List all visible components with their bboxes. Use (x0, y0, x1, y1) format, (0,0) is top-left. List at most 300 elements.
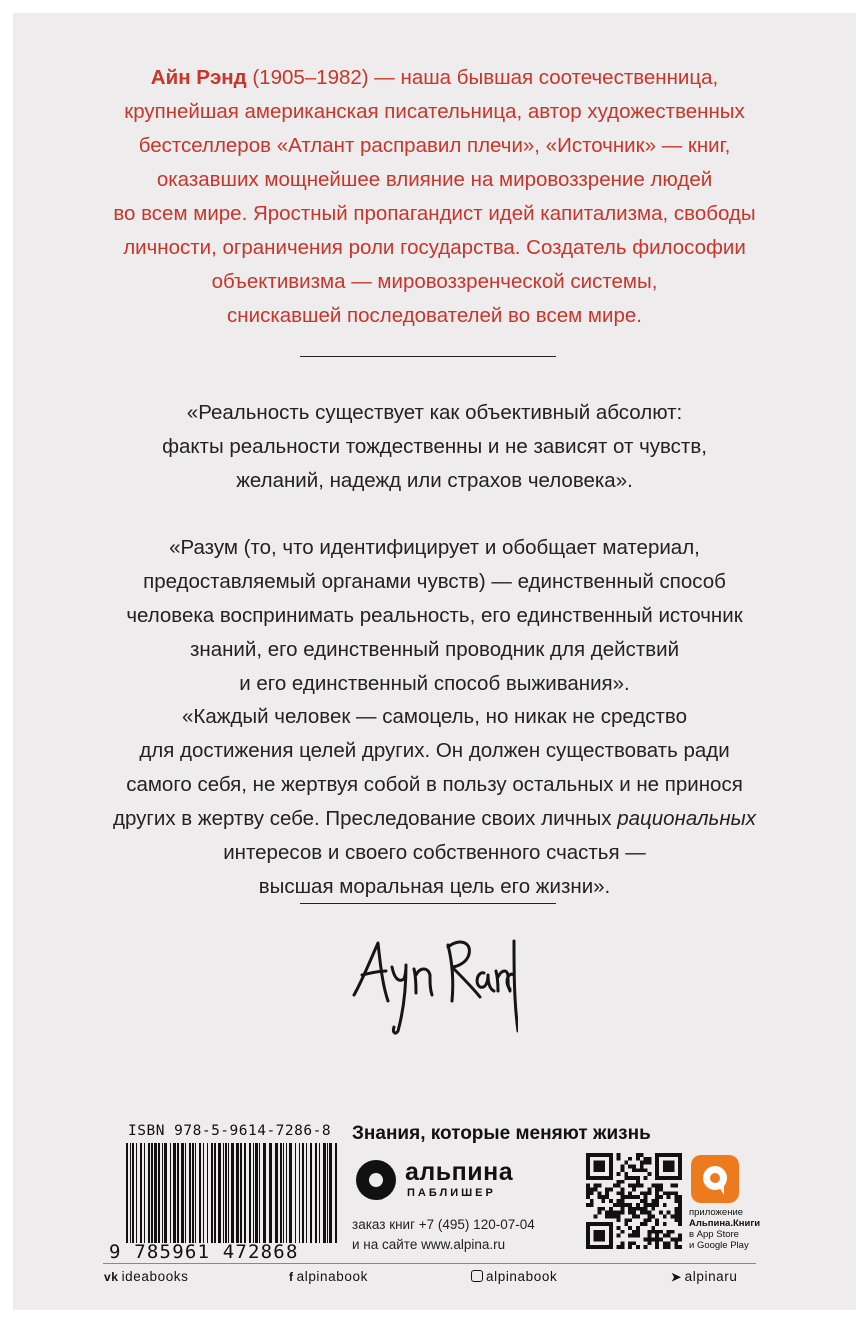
qr-module (667, 1176, 671, 1180)
barcode-bar (181, 1143, 184, 1243)
qr-module (598, 1153, 602, 1157)
qr-module (670, 1230, 674, 1234)
social-label: alpinaru (684, 1269, 738, 1284)
qr-module (670, 1237, 674, 1241)
divider (300, 903, 556, 904)
qr-module (621, 1211, 625, 1215)
qr-module (601, 1153, 605, 1157)
app-line: и Google Play (689, 1240, 749, 1251)
qr-module (594, 1237, 598, 1241)
qr-module (636, 1214, 640, 1218)
qr-module (624, 1222, 628, 1226)
qr-module (640, 1153, 644, 1157)
barcode-bar (170, 1143, 171, 1243)
qr-module (632, 1230, 636, 1234)
qr-module (655, 1161, 659, 1165)
qr-module (609, 1211, 613, 1215)
barcode-bar (199, 1143, 201, 1243)
qr-module (678, 1172, 682, 1176)
qr-module (601, 1234, 605, 1238)
qr-module (655, 1184, 659, 1188)
quote-line: «Разум (то, что идентифицирует и обобщает материал, (169, 536, 700, 559)
qr-module (609, 1241, 613, 1245)
qr-module (601, 1165, 605, 1169)
qr-module (655, 1199, 659, 1203)
barcode-bar (286, 1143, 287, 1243)
qr-module (651, 1184, 655, 1188)
barcode-bar (189, 1143, 191, 1243)
qr-module (598, 1230, 602, 1234)
qr-module (678, 1237, 682, 1241)
qr-module (586, 1191, 590, 1195)
qr-module (628, 1211, 632, 1215)
qr-module (609, 1153, 613, 1157)
qr-module (678, 1176, 682, 1180)
bio-line: оказавших мощнейшее влияние на мировоззрение людей (156, 168, 713, 191)
qr-module (609, 1168, 613, 1172)
qr-module (647, 1157, 651, 1161)
qr-module (586, 1245, 590, 1249)
qr-module (674, 1241, 678, 1245)
qr-module (674, 1237, 678, 1241)
qr-module (605, 1191, 609, 1195)
qr-module (647, 1234, 651, 1238)
qr-module (617, 1153, 621, 1157)
qr-module (628, 1203, 632, 1207)
social-label: alpinabook (486, 1269, 558, 1284)
qr-module (644, 1237, 648, 1241)
qr-module (632, 1176, 636, 1180)
qr-module (678, 1161, 682, 1165)
qr-module (628, 1157, 632, 1161)
barcode-bar (211, 1143, 213, 1243)
qr-module (628, 1241, 632, 1245)
qr-module (655, 1195, 659, 1199)
telegram-icon: ➤ (671, 1270, 682, 1284)
barcode-digits: 9 785961 472868 (109, 1241, 299, 1263)
qr-module (678, 1153, 682, 1157)
qr-module (586, 1165, 590, 1169)
qr-module (601, 1207, 605, 1211)
qr-module (613, 1184, 617, 1188)
barcode-bar (315, 1143, 317, 1243)
qr-module (644, 1211, 648, 1215)
qr-module (644, 1195, 648, 1199)
qr-module (670, 1176, 674, 1180)
qr-module (674, 1207, 678, 1211)
barcode-bar (299, 1143, 300, 1243)
qr-module (651, 1203, 655, 1207)
qr-module (636, 1184, 640, 1188)
qr-module (609, 1245, 613, 1249)
qr-module (663, 1241, 667, 1245)
qr-module (644, 1222, 648, 1226)
barcode-bar (144, 1143, 145, 1243)
qr-module (636, 1203, 640, 1207)
qr-module (617, 1191, 621, 1195)
barcode-bar (195, 1143, 196, 1243)
qr-module (647, 1172, 651, 1176)
qr-module (670, 1168, 674, 1172)
qr-module (594, 1168, 598, 1172)
qr-module (655, 1188, 659, 1192)
qr-module (586, 1176, 590, 1180)
qr-module (598, 1191, 602, 1195)
barcode-bar (249, 1143, 251, 1243)
qr-module (663, 1222, 667, 1226)
barcode-bar (148, 1143, 150, 1243)
alpina-a-logo-icon (352, 1156, 400, 1204)
qr-module (644, 1245, 648, 1249)
barcode-bar (214, 1143, 216, 1243)
qr-module (678, 1165, 682, 1169)
bio-line: объективизма — мировоззренческой системы, (211, 270, 658, 293)
qr-module (624, 1172, 628, 1176)
barcode-bar (335, 1143, 337, 1243)
social-label: ideabooks (121, 1269, 189, 1284)
qr-module (644, 1161, 648, 1165)
qr-module (632, 1214, 636, 1218)
qr-module (617, 1180, 621, 1184)
qr-module (636, 1157, 640, 1161)
qr-module (647, 1203, 651, 1207)
app-a-logo-icon (691, 1155, 739, 1203)
qr-module (609, 1172, 613, 1176)
barcode-bar (130, 1143, 131, 1243)
social-facebook[interactable] (289, 1269, 368, 1284)
qr-module (609, 1207, 613, 1211)
barcode-bar (302, 1143, 304, 1243)
barcode-bar (223, 1143, 224, 1243)
qr-module (632, 1234, 636, 1238)
book-back-cover (13, 13, 856, 1310)
qr-module (621, 1195, 625, 1199)
qr-module (601, 1176, 605, 1180)
qr-module (609, 1165, 613, 1169)
barcode-bar (323, 1143, 326, 1243)
qr-module (594, 1165, 598, 1169)
bio-line: (1905–1982) — наша бывшая соотечественница, (246, 66, 719, 89)
qr-module (628, 1165, 632, 1169)
qr-module (605, 1176, 609, 1180)
qr-module (621, 1203, 625, 1207)
qr-module (609, 1199, 613, 1203)
qr-module (621, 1245, 625, 1249)
qr-module (640, 1168, 644, 1172)
app-promo (689, 1207, 769, 1251)
qr-module (647, 1230, 651, 1234)
quote-line: желаний, надежд или страхов человека». (236, 469, 633, 492)
qr-module (632, 1188, 636, 1192)
qr-module (651, 1237, 655, 1241)
barcode-bar (306, 1143, 307, 1243)
qr-module (605, 1188, 609, 1192)
qr-module (667, 1241, 671, 1245)
qr-module (594, 1188, 598, 1192)
barcode-bar (126, 1143, 128, 1243)
qr-module (667, 1168, 671, 1172)
qr-module (613, 1214, 617, 1218)
qr-module (678, 1203, 682, 1207)
qr-module (659, 1176, 663, 1180)
ayn-rand-signature-icon (348, 931, 518, 1041)
qr-module (647, 1241, 651, 1245)
qr-module (586, 1168, 590, 1172)
barcode-bar (203, 1143, 204, 1243)
qr-module (621, 1191, 625, 1195)
qr-module (628, 1184, 632, 1188)
qr-module (663, 1214, 667, 1218)
barcode-bar (329, 1143, 332, 1243)
qr-module (609, 1157, 613, 1161)
qr-module (609, 1161, 613, 1165)
publisher-sub: ПАБЛИШЕР (407, 1187, 496, 1199)
isbn-label: ISBN 978-5-9614-7286-8 (128, 1123, 332, 1139)
qr-module (670, 1191, 674, 1195)
qr-module (636, 1207, 640, 1211)
barcode-bar (280, 1143, 282, 1243)
qr-module (663, 1165, 667, 1169)
qr-module (659, 1153, 663, 1157)
qr-module (678, 1195, 682, 1199)
qr-module (601, 1222, 605, 1226)
quote-line: «Каждый человек — самоцель, но никак не средство (182, 705, 687, 728)
bio-line: бестселлеров «Атлант расправил плечи», «Источник» — книг, (138, 134, 731, 157)
qr-module (655, 1172, 659, 1176)
qr-module (586, 1230, 590, 1234)
qr-module (655, 1191, 659, 1195)
qr-module (598, 1176, 602, 1180)
qr-module (586, 1234, 590, 1238)
qr-module (598, 1245, 602, 1249)
qr-module (586, 1226, 590, 1230)
barcode-bar (289, 1143, 292, 1243)
social-label: alpinabook (296, 1269, 368, 1284)
qr-module (590, 1191, 594, 1195)
qr-module (609, 1222, 613, 1226)
barcode-bar (319, 1143, 320, 1243)
qr-module (651, 1230, 655, 1234)
qr-module (598, 1211, 602, 1215)
social-vk[interactable] (104, 1269, 189, 1284)
qr-module (586, 1172, 590, 1176)
qr-module (655, 1245, 659, 1249)
qr-module (617, 1184, 621, 1188)
qr-module (621, 1188, 625, 1192)
instagram-icon (471, 1270, 483, 1282)
qr-module (644, 1157, 648, 1161)
qr-module (667, 1211, 671, 1215)
barcode-icon (126, 1143, 341, 1243)
qr-module (586, 1161, 590, 1165)
qr-module (598, 1234, 602, 1238)
qr-module (628, 1207, 632, 1211)
qr-module (636, 1153, 640, 1157)
qr-module (670, 1165, 674, 1169)
social-divider (103, 1263, 756, 1264)
qr-module (594, 1214, 598, 1218)
qr-module (598, 1168, 602, 1172)
qr-module (678, 1222, 682, 1226)
qr-module (594, 1184, 598, 1188)
qr-module (601, 1237, 605, 1241)
qr-module (609, 1234, 613, 1238)
qr-module (647, 1218, 651, 1222)
quote-line: факты реальности тождественны и не зависят от чувств, (162, 435, 707, 458)
quote-line: предоставляемый органами чувств) — единственный способ (143, 570, 726, 593)
social-instagram[interactable] (471, 1269, 557, 1284)
qr-module (605, 1153, 609, 1157)
qr-module (636, 1226, 640, 1230)
qr-module (663, 1203, 667, 1207)
qr-module (663, 1234, 667, 1238)
qr-module (667, 1234, 671, 1238)
alpina-books-app-icon (691, 1155, 739, 1203)
qr-module (594, 1230, 598, 1234)
qr-module (609, 1176, 613, 1180)
qr-module (598, 1165, 602, 1169)
barcode-bar (132, 1143, 134, 1243)
qr-module (621, 1241, 625, 1245)
qr-code-icon (586, 1153, 682, 1249)
facebook-icon: f (289, 1270, 294, 1284)
qr-module (628, 1176, 632, 1180)
qr-module (590, 1222, 594, 1226)
quote-line: самого себя, не жертвуя собой в пользу остальных и не принося (126, 773, 743, 796)
barcode-bar (259, 1143, 260, 1243)
barcode-bar (255, 1143, 258, 1243)
qr-module (640, 1165, 644, 1169)
qr-module (647, 1214, 651, 1218)
qr-module (640, 1191, 644, 1195)
qr-module (624, 1176, 628, 1180)
qr-module (617, 1234, 621, 1238)
qr-module (613, 1203, 617, 1207)
barcode-bar (275, 1143, 278, 1243)
qr-module (655, 1237, 659, 1241)
barcode-bar (236, 1143, 239, 1243)
qr-module (609, 1230, 613, 1234)
qr-module (586, 1203, 590, 1207)
barcode-bar (158, 1143, 160, 1243)
qr-module (586, 1157, 590, 1161)
qr-module (655, 1165, 659, 1169)
qr-module (640, 1222, 644, 1226)
qr-module (655, 1234, 659, 1238)
publisher-contacts (352, 1215, 535, 1255)
qr-module (659, 1184, 663, 1188)
social-telegram[interactable] (671, 1269, 738, 1284)
barcode-bar (151, 1143, 153, 1243)
qr-module (598, 1237, 602, 1241)
qr-module (678, 1199, 682, 1203)
qr-module (621, 1165, 625, 1169)
qr-module (601, 1245, 605, 1249)
qr-module (678, 1234, 682, 1238)
qr-module (605, 1211, 609, 1215)
qr-module (674, 1214, 678, 1218)
qr-module (655, 1176, 659, 1180)
barcode-bar (283, 1143, 284, 1243)
qr-module (651, 1214, 655, 1218)
qr-module (605, 1195, 609, 1199)
qr-module (678, 1157, 682, 1161)
qr-module (601, 1230, 605, 1234)
barcode-bar (185, 1143, 186, 1243)
qr-module (590, 1199, 594, 1203)
qr-module (678, 1214, 682, 1218)
website: и на сайте www.alpina.ru (352, 1237, 506, 1252)
qr-module (594, 1153, 598, 1157)
barcode-bar (140, 1143, 142, 1243)
qr-module (617, 1199, 621, 1203)
qr-module (670, 1161, 674, 1165)
qr-module (617, 1211, 621, 1215)
qr-module (628, 1245, 632, 1249)
barcode-bar (269, 1143, 272, 1243)
divider (300, 356, 556, 357)
app-line: приложение (689, 1207, 744, 1218)
qr-module (621, 1168, 625, 1172)
barcode-bar (136, 1143, 137, 1243)
quote-line: для достижения целей других. Он должен существовать ради (139, 739, 730, 762)
qr-module (655, 1153, 659, 1157)
qr-module (594, 1161, 598, 1165)
qr-module (640, 1161, 644, 1165)
qr-module (621, 1180, 625, 1184)
qr-module (674, 1184, 678, 1188)
qr-module (667, 1245, 671, 1249)
qr-module (644, 1168, 648, 1172)
qr-module (624, 1218, 628, 1222)
qr-module (628, 1218, 632, 1222)
quote-line: и его единственный способ выживания». (239, 672, 630, 695)
barcode-bar (162, 1143, 163, 1243)
qr-module (594, 1234, 598, 1238)
qr-module (644, 1176, 648, 1180)
qr-module (598, 1222, 602, 1226)
qr-module (663, 1245, 667, 1249)
qr-module (628, 1191, 632, 1195)
qr-module (655, 1168, 659, 1172)
qr-module (644, 1199, 648, 1203)
barcode-bar (231, 1143, 234, 1243)
qr-module (617, 1203, 621, 1207)
qr-module (617, 1218, 621, 1222)
qr-module (667, 1191, 671, 1195)
qr-module (601, 1195, 605, 1199)
qr-module (667, 1195, 671, 1199)
qr-module (605, 1222, 609, 1226)
qr-module (667, 1153, 671, 1157)
barcode-bar (218, 1143, 221, 1243)
qr-module (636, 1230, 640, 1234)
qr-module (632, 1211, 636, 1215)
qr-module (598, 1184, 602, 1188)
barcode-bar (207, 1143, 208, 1243)
qr-module (651, 1199, 655, 1203)
qr-module (601, 1161, 605, 1165)
barcode-bar (225, 1143, 227, 1243)
quote-line: человека воспринимать реальность, его единственный источник (126, 604, 743, 627)
qr-module (628, 1195, 632, 1199)
bio-line: снискавшей последователей во всем мире. (227, 304, 642, 327)
barcode-bar (244, 1143, 246, 1243)
qr-module (655, 1218, 659, 1222)
qr-module (674, 1195, 678, 1199)
qr-module (674, 1245, 678, 1249)
quote-line: «Реальность существует как объективный абсолют: (186, 401, 683, 424)
